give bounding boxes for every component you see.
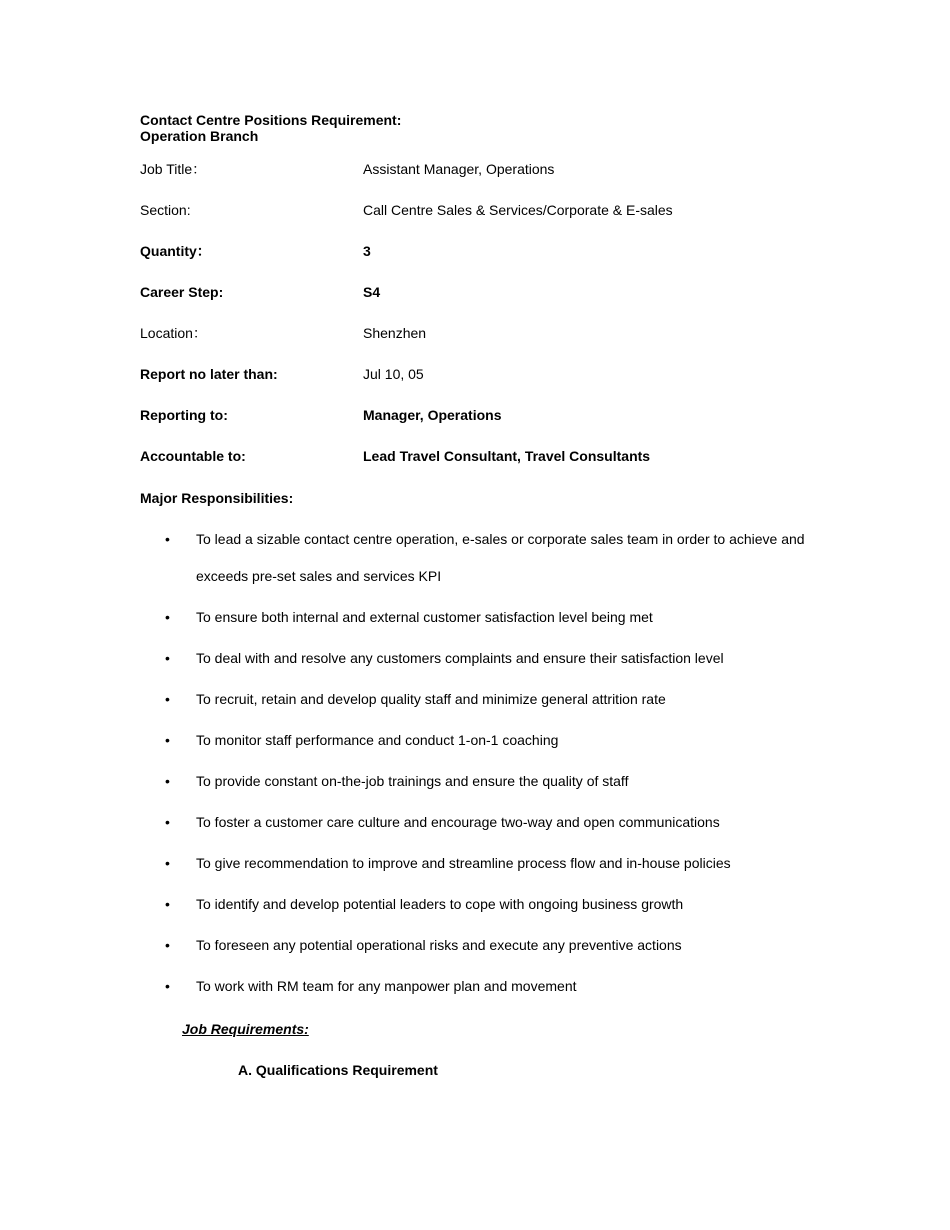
list-item-text: To recruit, retain and develop quality staff and minimize general attrition rate — [196, 691, 666, 707]
list-item-text: To give recommendation to improve and streamline process flow and in-house policies — [196, 855, 731, 871]
field-value: S4 — [363, 284, 381, 300]
field-value: Jul 10, 05 — [363, 366, 424, 382]
list-item-text: To ensure both internal and external customer satisfaction level being met — [196, 609, 653, 625]
field-row-reporting-to — [140, 405, 840, 425]
list-item-text: To work with RM team for any manpower plan and movement — [196, 978, 577, 994]
bullet-icon: • — [165, 531, 170, 547]
job-requirements-heading: Job Requirements: — [182, 1021, 309, 1037]
field-label: Location： — [140, 325, 207, 341]
bullet-icon: • — [165, 691, 170, 707]
major-responsibilities-heading: Major Responsibilities: — [140, 490, 294, 506]
heading-line-1: Contact Centre Positions Requirement: — [140, 112, 402, 128]
field-row-quantity — [140, 241, 840, 261]
list-item-text: To identify and develop potential leaders to cope with ongoing business growth — [196, 896, 684, 912]
field-row-location — [140, 323, 840, 343]
bullet-icon: • — [165, 855, 170, 871]
field-label: Reporting to: — [140, 407, 228, 423]
field-row-accountable-to — [140, 446, 840, 466]
list-item-text: To provide constant on-the-job trainings and ensure the quality of staff — [196, 773, 629, 789]
list-item-text: To deal with and resolve any customers complaints and ensure their satisfaction level — [196, 650, 724, 666]
field-value: Call Centre Sales & Services/Corporate & E-sales — [363, 202, 673, 218]
bullet-icon: • — [165, 978, 170, 994]
field-value: 3 — [363, 243, 371, 259]
field-label: Job Title： — [140, 161, 207, 177]
bullet-icon: • — [165, 814, 170, 830]
field-value: Manager, Operations — [363, 407, 502, 423]
field-value: Assistant Manager, Operations — [363, 161, 555, 177]
bullet-icon: • — [165, 773, 170, 789]
bullet-icon: • — [165, 896, 170, 912]
bullet-icon: • — [165, 609, 170, 625]
bullet-icon: • — [165, 937, 170, 953]
field-row-career-step — [140, 282, 840, 302]
bullet-icon: • — [165, 650, 170, 666]
list-item-text: To foreseen any potential operational risks and execute any preventive actions — [196, 937, 682, 953]
field-label: Report no later than: — [140, 366, 278, 382]
list-item-text: To lead a sizable contact centre operation, e-sales or corporate sales team in order to achieve and exceeds pre-set sales and services KPI — [196, 531, 805, 584]
heading-line-2: Operation Branch — [140, 128, 259, 144]
field-row-report-date — [140, 364, 840, 384]
field-label: Career Step: — [140, 284, 224, 300]
bullet-icon: • — [165, 732, 170, 748]
list-item-text: To monitor staff performance and conduct 1-on-1 coaching — [196, 732, 559, 748]
list-item-text: To foster a customer care culture and encourage two-way and open communications — [196, 814, 720, 830]
field-row-section — [140, 200, 840, 220]
field-label: Accountable to: — [140, 448, 246, 464]
field-row-job-title — [140, 159, 840, 179]
field-value: Shenzhen — [363, 325, 427, 341]
field-label: Quantity： — [140, 243, 211, 259]
document-heading — [140, 112, 401, 144]
qualifications-requirement-heading: A. Qualifications Requirement — [238, 1062, 438, 1078]
field-label: Section: — [140, 202, 191, 218]
field-value: Lead Travel Consultant, Travel Consultants — [363, 448, 651, 464]
